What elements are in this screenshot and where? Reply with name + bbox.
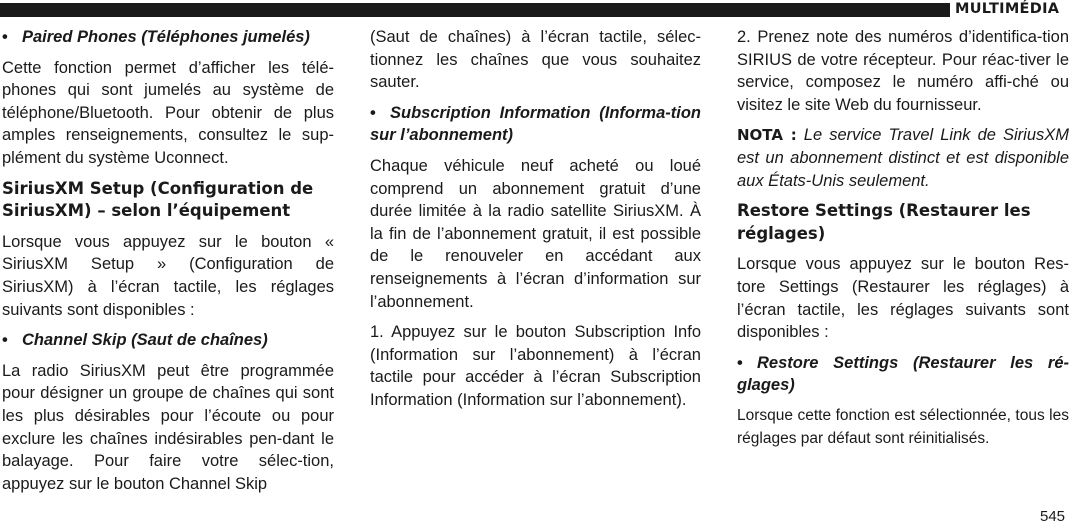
column-2 bbox=[370, 26, 701, 412]
note-text: Le service Travel Link de SiriusXM est un abonnement distinct et est disponible aux États-Unis seulement. bbox=[737, 126, 1069, 190]
subheading: SiriusXM Setup (Configuration de SiriusXM) – selon l’équipement bbox=[2, 178, 314, 221]
paragraph: Lorsque vous appuyez sur le bouton « SiriusXM Setup » (Configuration de SiriusXM) à l’écran tactile, les réglages suivants sont disponibles : bbox=[2, 232, 334, 319]
bullet-heading bbox=[2, 26, 334, 49]
column-3 bbox=[737, 26, 1069, 450]
bullet-heading-text: Channel Skip (Saut de chaînes) bbox=[22, 331, 268, 350]
paragraph: Lorsque vous appuyez sur le bouton Res-tore Settings (Restaurer les réglages) à l’écran tactile, les réglages suivants sont disponibles : bbox=[737, 255, 1069, 342]
paragraph: La radio SiriusXM peut être programmée pour désigner un groupe de chaînes qui sont les plus désirables pour l’écoute ou pour exclure les chaînes indésirables pen-dant le balayage. Pour faire votre sélec-tion, appuyez sur le bouton Channel Skip bbox=[2, 361, 334, 493]
bullet-icon: • bbox=[370, 103, 376, 122]
note-label: NOTA : bbox=[737, 126, 797, 145]
note bbox=[737, 124, 1069, 192]
paragraph: Chaque véhicule neuf acheté ou loué comprend un abonnement gratuit d’une durée limitée à la radio satellite SiriusXM. À la fin de l’abonnement gratuit, il est possible de le renouveler en accédant aux renseignements à l’écran d’information sur l’abonnement. bbox=[370, 156, 701, 311]
column-1 bbox=[2, 26, 334, 495]
page-number: 545 bbox=[1040, 508, 1066, 525]
paragraph: (Saut de chaînes) à l’écran tactile, sélec-tionnez les chaînes que vous souhaitez sauter. bbox=[370, 28, 701, 92]
section-title: MULTIMÉDIA bbox=[955, 1, 1060, 17]
paragraph: 1. Appuyez sur le bouton Subscription Info (Information sur l’abonnement) à l’écran tactile pour accéder à l’écran Subscription Information (Information sur l’abonnement). bbox=[370, 323, 701, 409]
bullet-icon: • bbox=[2, 331, 8, 350]
bullet-heading bbox=[737, 352, 1069, 397]
paragraph: 2. Prenez note des numéros d’identifica-tion SIRIUS de votre récepteur. Pour réac-tiver le service, composez le numéro affi-ché ou visitez le site Web du fournisseur. bbox=[737, 28, 1069, 114]
bullet-icon: • bbox=[737, 353, 743, 372]
paragraph: Lorsque cette fonction est sélectionnée, tous les réglages par défaut sont réinitialisés. bbox=[737, 406, 1069, 447]
paragraph: Cette fonction permet d’afficher les télé-phones qui sont jumelés au système de téléphone/Bluetooth. Pour obtenir de plus amples renseignements, consultez le sup-plément du système Uconnect. bbox=[2, 58, 334, 167]
bullet-heading-text: Subscription Information (Informa-tion sur l’abonnement) bbox=[370, 103, 701, 145]
bullet-heading bbox=[2, 329, 334, 352]
subheading: Restore Settings (Restaurer les réglages) bbox=[737, 201, 1031, 243]
bullet-heading-text: Paired Phones (Téléphones jumelés) bbox=[22, 28, 310, 46]
header-bar bbox=[0, 3, 950, 17]
bullet-heading bbox=[370, 102, 701, 147]
bullet-heading-text: Restore Settings (Restaurer les ré-glages) bbox=[737, 353, 1069, 395]
bullet-icon: • bbox=[2, 28, 8, 46]
